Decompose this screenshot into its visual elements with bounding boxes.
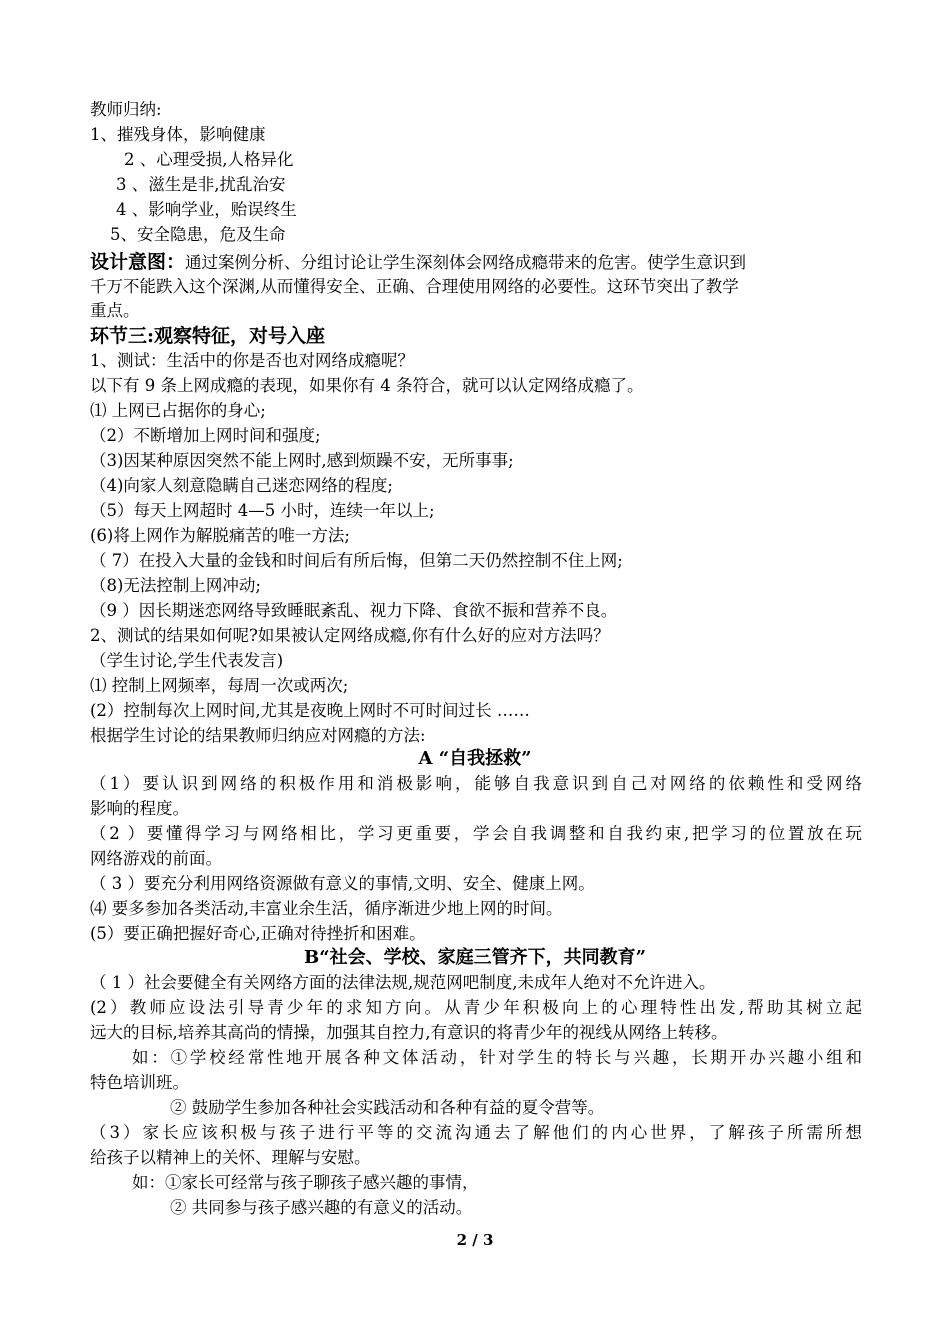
summary-item-4: 4 、影响学业，贻误终生 (116, 200, 297, 219)
symptom-3: （3)因某种原因突然不能上网时,感到烦躁不安，无所事事; (90, 451, 514, 470)
section-3-heading: 环节三:观察特征，对号入座 (90, 325, 326, 347)
self-rescue-1-line-2: 影响的程度。 (90, 799, 189, 818)
symptom-5: （5）每天上网超时 4—5 小时，连续一年以上; (90, 501, 435, 520)
design-intent-label: 设计意图： (90, 251, 186, 273)
self-rescue-1-line-1: （1）要认识到网络的积极作用和消极影响，能够自我意识到自己对网络的依赖性和受网络 (90, 774, 862, 793)
school-example-line-2: 特色培训班。 (90, 1073, 189, 1092)
test-criteria: 以下有 9 条上网成瘾的表现，如果你有 4 条符合，就可以认定网络成瘾了。 (90, 376, 644, 395)
page-number: 2 / 3 (456, 1231, 494, 1249)
teacher-methods-intro: 根据学生讨论的结果教师归纳应对网瘾的方法: (90, 726, 426, 745)
self-rescue-2-line-1: （2 ）要懂得学习与网络相比，学习更重要，学会自我调整和自我约束,把学习的位置放在玩 (90, 824, 862, 843)
school-example-line-1: 如：①学校经常性地开展各种文体活动，针对学生的特长与兴趣，长期开办兴趣小组和 (132, 1048, 862, 1067)
self-rescue-4: ⑷ 要多参加各类活动,丰富业余生活，循序渐进少地上网的时间。 (90, 899, 563, 918)
symptom-1: ⑴ 上网已占据你的身心; (90, 401, 266, 420)
symptom-9: （9 ）因长期迷恋网络导致睡眠紊乱、视力下降、食欲不振和营养不良。 (90, 601, 618, 620)
symptom-6: (6)将上网作为解脱痛苦的唯一方法; (90, 526, 350, 545)
symptom-7: （ 7）在投入大量的金钱和时间后有所后悔，但第二天仍然控制不住上网; (90, 551, 623, 570)
test-result-question: 2、测试的结果如何呢?如果被认定网络成瘾,你有什么好的应对方法吗？ (90, 626, 610, 645)
summary-item-1: 1、摧残身体，影响健康 (90, 125, 266, 144)
teacher-summary-heading: 教师归纳: (90, 100, 162, 119)
joint-education-1: （ 1 ）社会要健全有关网络方面的法律法规,规范网吧制度,未成年人绝对不允许进入。 (90, 973, 716, 992)
summary-item-2: 2 、心理受损,人格异化 (124, 150, 294, 169)
self-rescue-5: (5）要正确把握好奇心,正确对待挫折和困难。 (90, 924, 426, 943)
joint-education-3-line-1: （3）家长应该积极与孩子进行平等的交流沟通去了解他们的内心世界，了解孩子所需所想 (90, 1123, 862, 1142)
method-2: (2）控制每次上网时间,尤其是夜晚上网时不可时间过长 …… (90, 701, 530, 720)
symptom-4: （4)向家人刻意隐瞒自己迷恋网络的程度; (90, 476, 393, 495)
summary-item-3: 3 、滋生是非,扰乱治安 (116, 175, 286, 194)
design-intent-line-1 (90, 250, 746, 275)
symptom-8: （8)无法控制上网冲动; (90, 576, 261, 595)
self-rescue-2-line-2: 网络游戏的前面。 (90, 849, 222, 868)
self-rescue-3: （ 3 ）要充分利用网络资源做有意义的事情,文明、安全、健康上网。 (90, 874, 595, 893)
section-a-heading: A “自我拯救” (418, 748, 532, 769)
design-intent-line-3: 重点。 (90, 301, 140, 320)
student-discussion-note: （学生讨论,学生代表发言) (90, 651, 284, 670)
test-intro: 1、测试：生活中的你是否也对网络成瘾呢？ (90, 351, 414, 370)
design-intent-text: 通过案例分析、分组讨论让学生深刻体会网络成瘾带来的危害。使学生意识到 (185, 253, 747, 272)
summary-item-5: 5、安全隐患，危及生命 (110, 225, 286, 244)
school-example-2: ② 鼓励学生参加各种社会实践活动和各种有益的夏令营等。 (170, 1098, 605, 1117)
joint-education-2-line-1: (2）教师应设法引导青少年的求知方向。从青少年积极向上的心理特性出发,帮助其树立起 (90, 998, 862, 1017)
parent-example-2: ② 共同参与孩子感兴趣的有意义的活动。 (170, 1198, 473, 1217)
symptom-2: （2）不断增加上网时间和强度; (90, 426, 321, 445)
section-b-heading: B“社会、学校、家庭三管齐下，共同教育” (304, 947, 646, 968)
joint-education-2-line-2: 远大的目标,培养其高尚的情操，加强其自控力,有意识的将青少年的视线从网络上转移。 (90, 1023, 728, 1042)
design-intent-line-2: 千万不能跌入这个深渊,从而懂得安全、正确、合理使用网络的必要性。这环节突出了教学 (90, 277, 739, 296)
parent-example-1: 如：①家长可经常与孩子聊孩子感兴趣的事情， (132, 1173, 479, 1192)
joint-education-3-line-2: 给孩子以精神上的关怀、理解与安慰。 (90, 1148, 371, 1167)
method-1: ⑴ 控制上网频率，每周一次或两次; (90, 676, 349, 695)
